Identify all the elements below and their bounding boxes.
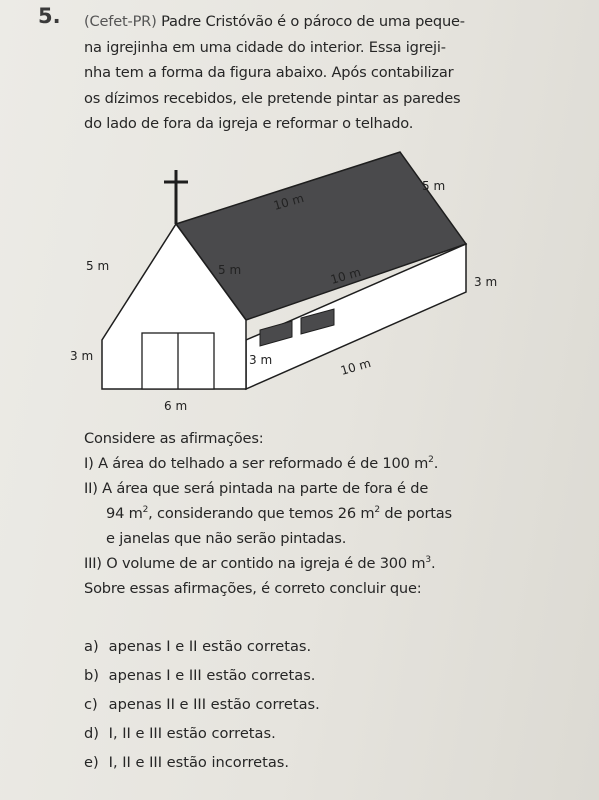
label-front-wall-height: 3 m: [70, 349, 94, 363]
statement-line-5: do lado de fora da igreja e reformar o telhado.: [84, 115, 414, 132]
assertions-prompt: Sobre essas afirmações, é correto concluir que:: [84, 580, 422, 597]
statement-line-4: os dízimos recebidos, ele pretende pintar as paredes: [84, 89, 461, 107]
assertions-intro: Considere as afirmações:: [84, 430, 264, 447]
assertion-2-line-2: 94 $m^2$, considerando que temos 26 $m^2$ de portas: [106, 505, 452, 522]
option-a[interactable]: a) apenas I e II estão corretas.: [84, 638, 312, 655]
label-slope-left-inner: 5 m: [218, 263, 242, 277]
church-figure: [50, 140, 570, 420]
question-source: (Cefet-PR): [84, 13, 157, 30]
label-side-length: 10 m: [338, 355, 373, 378]
statement-line-1: Padre Cristóvão é o pároco de uma peque-: [161, 13, 465, 30]
label-front-width: 6 m: [164, 399, 188, 413]
label-roof-slope-right: 5 m: [422, 179, 446, 193]
option-e[interactable]: e) I, II e III estão incorretas.: [84, 754, 290, 771]
label-slope-left-outer: 5 m: [86, 259, 110, 273]
option-d[interactable]: d) I, II e III estão corretas.: [84, 725, 276, 742]
church-drawing: [50, 140, 570, 420]
statement-line-3: nha tem a forma da figura abaixo. Após contabilizar: [84, 64, 454, 81]
label-right-wall-height: 3 m: [474, 275, 498, 289]
assertion-2-line-3: e janelas que não serão pintadas.: [106, 530, 347, 547]
assertion-2-line-1: II) A área que será pintada na parte de fora é de: [84, 480, 429, 497]
question-statement: [84, 9, 524, 137]
label-roof-bottom: 10 m: [328, 264, 363, 287]
label-roof-top: 10 m: [271, 190, 306, 213]
statement-line-2: na igrejinha em uma cidade do interior. Essa igreji-: [84, 38, 446, 56]
option-b[interactable]: b) apenas I e III estão corretas.: [84, 667, 316, 684]
assertion-3: III) O volume de ar contido na igreja é de 300 $m^3$.: [84, 555, 436, 572]
label-side-wall-height: 3 m: [249, 353, 273, 367]
assertions-block: [84, 426, 554, 601]
option-c[interactable]: c) apenas II e III estão corretas.: [84, 696, 320, 713]
answer-options: [84, 632, 320, 777]
question-number: 5.: [38, 4, 61, 28]
assertion-1: I) A área do telhado a ser reformado é de 100 $m^2$.: [84, 455, 439, 472]
